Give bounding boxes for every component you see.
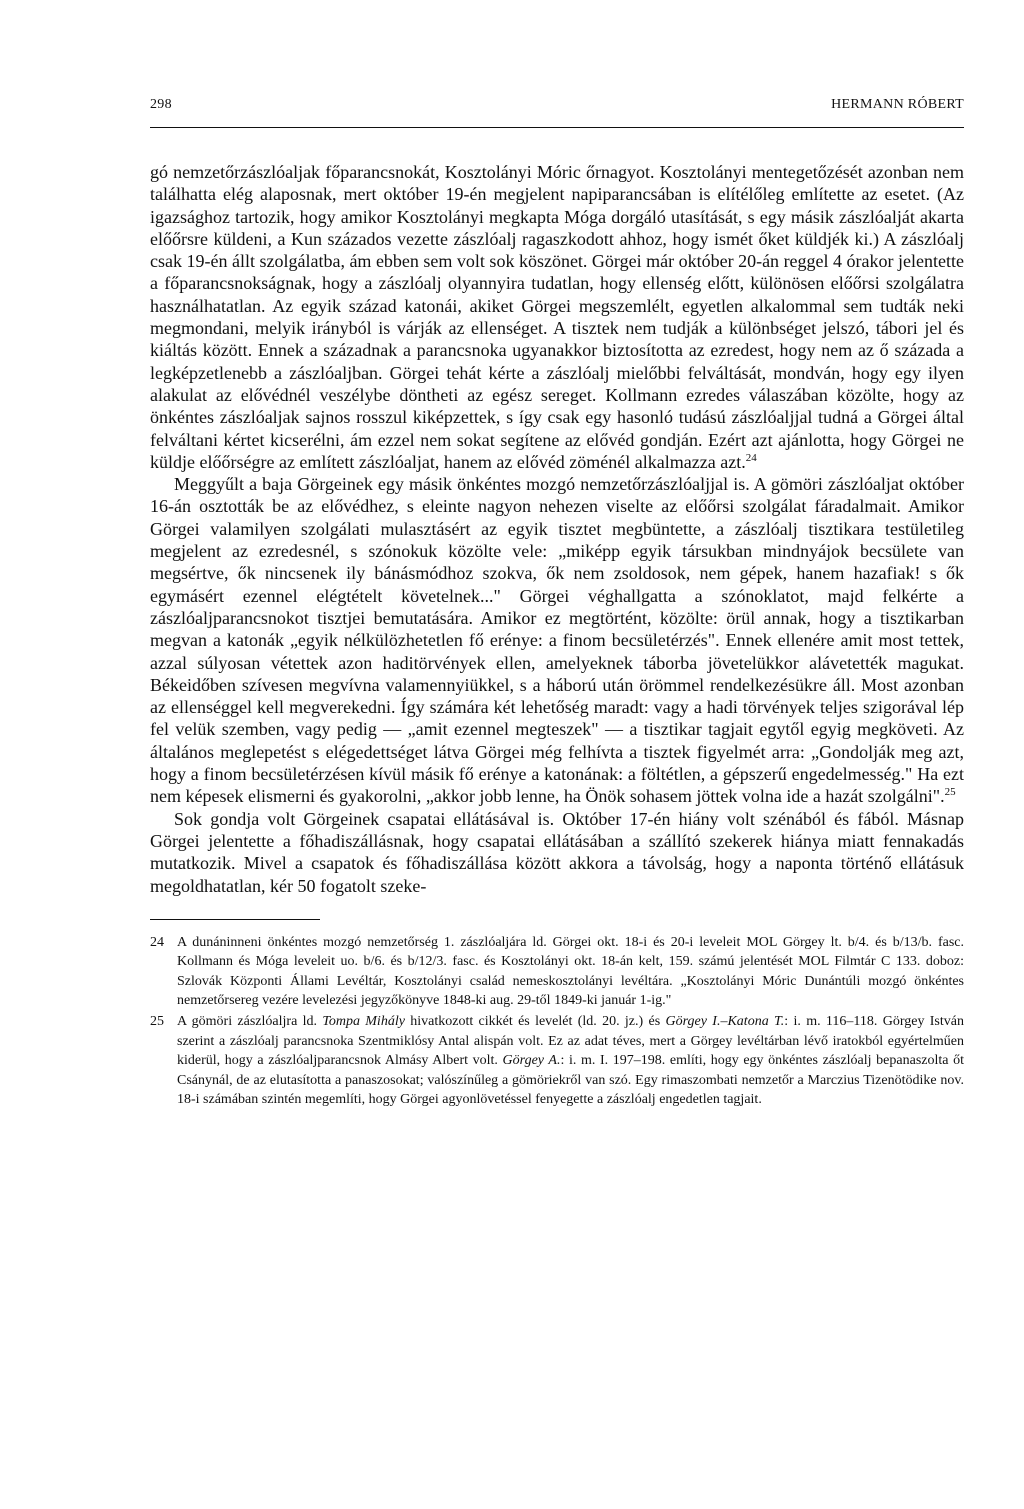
footnote-author-italic: Görgey I.–Katona T. <box>665 1014 785 1030</box>
footnote-24 <box>150 933 964 1011</box>
footnote-text-part: A gömöri zászlóaljra ld. <box>177 1014 323 1030</box>
running-title: HERMANN RÓBERT <box>831 97 964 112</box>
footnote-text <box>177 1012 964 1109</box>
paragraph-3 <box>150 808 964 897</box>
footnote-text-part: : i. m. I. 197–198. említi, hogy egy önkéntes zászlóalj bepanaszolta őt Csánynál, de az elutasította a panaszosokat; valószínűleg a gömöriekről van szó. Egy rimaszombati nemzetőr a Marczius Tizenötödike nov. 18-i számában szintén megemlíti, hogy Görgei agyonlövetéssel fenyegette a zászlóalj engedetlen tagjait. <box>177 1053 964 1108</box>
paragraph-3-text: Sok gondja volt Görgeinek csapatai ellátásával is. Október 17-én hiány volt szénából és fából. Másnap Görgei jelentette a főhadiszállásnak, hogy csapatai ellátásában a szállító szekerek hiánya miatt fennakadás mutatkozik. Mivel a csapatok és főhadiszállása között akkora a távolság, hogy a naponta történő ellátásuk megoldhatatlan, kér 50 fogatolt szeke- <box>150 808 964 896</box>
footnote-ref-24: 24 <box>745 451 757 464</box>
footnote-rule <box>150 919 320 920</box>
footnote-number: 25 <box>150 1014 164 1030</box>
page-number: 298 <box>150 97 172 112</box>
paragraph-2-text: Meggyűlt a baja Görgeinek egy másik önkéntes mozgó nemzetőrzászlóaljjal is. A gömöri zászlóaljat október 16-án osztották be az elővédhez, s eleinte nagyon nehezen viselte az előőrsi szolgálat fáradalmait. Amikor Görgei valamilyen szolgálati mulasztásért az egyik tisztet megbüntette, a zászlóalj tisztikara testületileg megjelent az ezredesnél, s szónokuk közölte vele: „miképp egyik társukban mindnyájok becsülete van megsértve, ők nincsenek ily bánásmódhoz szokva, ők nem zsoldosok, nem gépek, hanem hazafiak! s ők egymásért ezennel elégtételt követelnek..." Görgei véghallgatta a szónoklatot, majd felkérte a zászlóaljparancsnokot tisztjei bemutatására. Amikor ez megtörtént, közölte: örül annak, hogy a tisztikarban megvan a katonák „egyik nélkülözhetetlen fő erénye: a finom becsületérzés". Ennek ellenére amit most tettek, azzal súlyosan vétettek azon haditörvények ellen, amelyeknek táborba jövetelükkor alávetették magukat. Békeidőben szívesen megvívna valamennyiükkel, s a háború után örömmel rendelkezésükre áll. Most azonban az ellenséggel kell megverekedni. Így számára két lehetőség maradt: vagy a hadi törvények teljes szigorával lép fel velük szemben, vagy pedig — „amit ezennel megteszek" — a tisztikar tagjait egytől egyig megköveti. Az általános meglepetést s elégedettséget látva Görgei még felhívta a tisztek figyelmét arra: „Gondolják meg azt, hogy a finom becsületérzésen kívül másik fő erénye a katonának: a föltétlen, a gépszerű engedelmesség." Ha ezt nem képesek elismerni és gyakorolni, „akkor jobb lenne, ha Önök sohasem jöttek volna ide a hazát szolgálni". <box>150 474 964 807</box>
paragraph-1-text: gó nemzetőrzászlóaljak főparancsnokát, Kosztolányi Móric őrnagyot. Kosztolányi mentegetőzését azonban nem találhatta elég alaposnak, mert október 19-én megjelent napiparancsában is elítélőleg említette az esetet. (Az igazsághoz tartozik, hogy amikor Kosztolányi megkapta Móga dorgáló utasítását, s egy másik zászlóalját akarta előőrsre küldeni, a Kun százados vezette zászlóalj ragaszkodott ahhoz, hogy ismét őket küldjék ki.) A zászlóalj csak 19-én állt szolgálatba, ám ebben sem volt sok köszönet. Görgei már október 20-án reggel 4 órakor jelentette a főparancsnokságnak, hogy a zászlóalj olyannyira tudatlan, hogy ellenség előtt, különösen előőrsi szolgálatra használhatatlan. Az egyik század katonái, akiket Görgei megszemlélt, egyetlen alkalommal sem tudták neki megmondani, melyik irányból is várják az ellenséget. A tisztek nem tudják a különbséget jelszó, tábori jel és kiáltás között. Ennek a századnak a parancsnoka ugyanakkor biztosította az ezredest, hogy nem az ő százada a legképzetlenebb a zászlóaljban. Görgei tehát kérte a zászlóalj mielőbbi felváltását, mondván, hogy egy ilyen alakulat az elővédnél veszélybe döntheti az egész sereget. Kollmann ezredes válaszában közölte, hogy az önkéntes zászlóaljak sajnos rosszul kiképzettek, s így csak egy hasonló tudású zászlóaljjal tudná a Görgei által felváltani kértet kicserélni, ám ezzel nem sokat segítene az elővéd gondján. Ezért azt ajánlotta, hogy Görgei ne küldje előőrségre az említett zászlóaljat, hanem az elővéd zöménél alkalmazza azt. <box>150 162 964 472</box>
paragraph-2 <box>150 473 964 807</box>
footnote-25 <box>150 1012 964 1109</box>
footnote-ref-25: 25 <box>944 786 956 799</box>
footnote-author-italic: Tompa Mihály <box>322 1014 405 1030</box>
footnote-text-part: : i. m. 116–118. Görgey István szerint a zászlóalj parancsnoka Szentmiklósy Antal alispán volt. Ez az adat téves, mert a Görgey levéltárban lévő iratokból egyértelműen kiderül, hogy a zászlóaljparancsnok Almásy Albert volt. <box>177 1014 964 1069</box>
footnote-text-part: hivatkozott cikkét és levelét (ld. 20. jz.) és <box>404 1014 666 1030</box>
paragraph-1 <box>150 161 964 473</box>
book-page <box>150 96 964 1111</box>
body-text <box>150 161 964 897</box>
footnote-text: A dunáninneni önkéntes mozgó nemzetőrség 1. zászlóaljára ld. Görgei okt. 18-i és 20-i leveleit MOL Görgey lt. b/4. és b/13/b. fasc. Kollmann és Móga leveleit uo. b/6. és b/12/3. fasc. és Kosztolányi okt. 18-án kelt, 159. számú jelentését MOL Filmtár C 133. doboz: Szlovák Központi Állami Levéltár, Kosztolányi család nemeskosztolányi levéltára. „Kosztolányi Móric Dunántúli mozgó önkéntes nemzetőrsereg vezére levelezési jegyzőkönyve 1848-ki aug. 29-től 1849-ki január 1-ig." <box>177 934 964 1009</box>
footnote-number: 24 <box>150 934 164 950</box>
running-head <box>150 96 964 114</box>
footnote-author-italic: Görgey A. <box>502 1053 561 1069</box>
header-rule <box>150 127 964 128</box>
